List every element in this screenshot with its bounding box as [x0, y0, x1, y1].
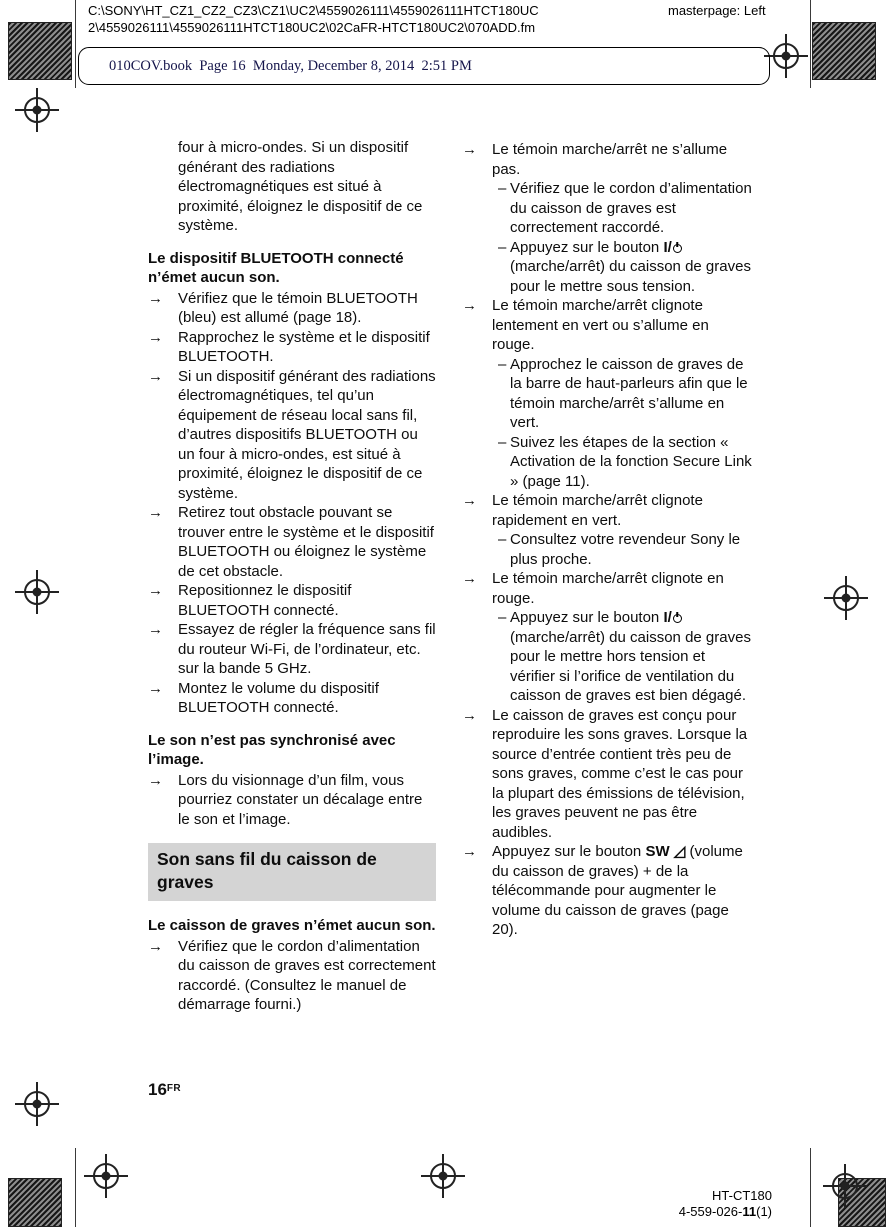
sub-item: [498, 608, 752, 706]
list-item: [148, 367, 436, 504]
column-left: [148, 138, 436, 1015]
arrow-icon: →: [148, 582, 163, 599]
part-number-post: (1): [756, 1204, 772, 1219]
page-region-superscript: FR: [166, 1083, 181, 1094]
arrow-icon: →: [462, 297, 477, 314]
list-item: [462, 706, 752, 843]
list-item: [148, 328, 436, 367]
sub-item-text-pre: Appuyez sur le bouton: [510, 609, 664, 626]
list-item: [148, 289, 436, 328]
list-item: [462, 491, 752, 569]
heading-bluetooth-no-sound: Le dispositif BLUETOOTH connecté n’émet aucun son.: [148, 249, 404, 286]
masterpage-label: masterpage: Left: [668, 3, 766, 18]
registration-mark: [421, 1154, 465, 1198]
column-right: [462, 140, 752, 940]
arrow-icon: →: [462, 492, 477, 509]
crop-mark: [810, 1148, 811, 1227]
dash-bullet: –: [498, 433, 507, 451]
list-item: [148, 503, 436, 581]
registration-mark: [84, 1154, 128, 1198]
arrow-icon: →: [462, 706, 477, 724]
arrow-icon: →: [462, 141, 477, 158]
arrow-icon: →: [148, 289, 163, 307]
item-text: Repositionnez le dispositif BLUETOOTH connecté.: [178, 582, 352, 619]
item-text: Le témoin marche/arrêt clignote lentement en vert ou s’allume en rouge.: [492, 297, 709, 353]
dash-bullet: –: [498, 355, 507, 373]
arrow-icon: →: [148, 621, 163, 638]
hatch-square-top-left: [8, 22, 72, 80]
list-item: [148, 937, 436, 1015]
dash-bullet: –: [498, 180, 507, 197]
sub-item: [498, 530, 752, 569]
item-text: Le caisson de graves est conçu pour reproduire les sons graves. Lorsque la source d’entrée contient très peu de sons graves, comme c’est le cas pour la plupart des émissions de télévision, les graves peuvent ne pas être audibles.: [492, 706, 748, 841]
registration-mark: [764, 34, 808, 78]
item-text: Montez le volume du dispositif BLUETOOTH connecté.: [178, 679, 379, 716]
intro-paragraph: four à micro-ondes. Si un dispositif générant des radiations électromagnétiques est situé à proximité, éloignez le dispositif de ce système.: [178, 139, 423, 234]
item-text: [492, 842, 752, 940]
hatch-square-top-right: [812, 22, 876, 80]
item-text: Le témoin marche/arrêt clignote en rouge.: [492, 570, 724, 607]
sub-item-text-pre: Appuyez sur le bouton: [510, 238, 664, 256]
arrow-icon: →: [462, 843, 477, 860]
sub-item: [498, 433, 752, 492]
arrow-icon: →: [148, 328, 163, 346]
arrow-icon: →: [148, 504, 163, 521]
file-path-line-1: C:\SONY\HT_CZ1_CZ2_CZ3\CZ1\UC2\4559026111\4559026111HTCT180UC: [88, 3, 539, 18]
item-text-pre: Appuyez sur le bouton: [492, 843, 646, 860]
power-button-label: I/: [663, 609, 672, 626]
list-item: [148, 771, 436, 830]
dash-bullet: –: [498, 609, 507, 626]
list-item: [148, 679, 436, 718]
arrow-icon: →: [462, 570, 477, 587]
heading-subwoofer-no-sound: Le caisson de graves n’émet aucun son.: [148, 917, 436, 934]
item-text-post: (volume du caisson de graves) + de la télécommande pour augmenter le volume du caisson de graves (page 20).: [492, 843, 743, 938]
sub-item-text: Vérifiez que le cordon d’alimentation du caisson de graves est correctement raccordé.: [510, 180, 752, 236]
part-number-bold: 11: [742, 1204, 757, 1219]
item-text: Lors du visionnage d’un film, vous pourriez constater un décalage entre le son et l’image.: [178, 771, 423, 828]
list-item: [462, 296, 752, 491]
dash-bullet: –: [498, 238, 507, 256]
sw-volume-button-label: SW ◿: [645, 843, 686, 860]
sub-item-text: Approchez le caisson de graves de la barre de haut-parleurs afin que le témoin marche/arrêt s’allume en vert.: [510, 355, 748, 431]
item-text: Essayez de régler la fréquence sans fil du routeur Wi-Fi, de l’ordinateur, etc. sur la bande 5 GHz.: [178, 621, 436, 677]
crop-mark: [75, 0, 76, 88]
sub-item: [498, 355, 752, 433]
registration-mark: [15, 570, 59, 614]
sub-item: [498, 238, 752, 297]
book-info-text: 010COV.book Page 16 Monday, December 8, 2014 2:51 PM: [109, 57, 472, 74]
part-number: [552, 1204, 772, 1220]
page-number-value: 16: [148, 1080, 167, 1099]
registration-mark: [15, 88, 59, 132]
item-text: Le témoin marche/arrêt ne s’allume pas.: [492, 141, 728, 178]
hatch-square-bottom-left: [8, 1178, 62, 1227]
section-header-wireless-subwoofer: Son sans fil du caisson de graves: [148, 843, 436, 901]
list-item: [148, 581, 436, 620]
page-number: [148, 1080, 181, 1100]
item-body: [492, 296, 752, 491]
sub-item: [498, 179, 752, 238]
part-number-pre: 4-559-026-: [678, 1204, 743, 1219]
sub-item-text: Consultez votre revendeur Sony le plus proche.: [510, 531, 741, 568]
crop-mark: [75, 1148, 76, 1227]
sub-item-text-post: (marche/arrêt) du caisson de graves pour le mettre hors tension et vérifier si l’orifice de ventilation du caisson de graves est bien dégagé.: [510, 628, 751, 704]
list-item: [462, 842, 752, 940]
arrow-icon: →: [148, 937, 163, 955]
arrow-icon: →: [148, 679, 163, 697]
item-body: [492, 569, 752, 706]
item-text: Vérifiez que le cordon d’alimentation du caisson de graves est correctement raccordé. (Consultez le manuel de démarrage fourni.): [178, 937, 436, 1013]
sub-item-text: [510, 238, 752, 297]
item-text: Rapprochez le système et le dispositif BLUETOOTH.: [178, 328, 430, 365]
item-text: Le témoin marche/arrêt clignote rapidement en vert.: [492, 492, 703, 529]
item-text: Vérifiez que le témoin BLUETOOTH (bleu) est allumé (page 18).: [178, 289, 418, 326]
item-text: Retirez tout obstacle pouvant se trouver entre le système et le dispositif BLUETOOTH ou éloignez le système de cet obstacle.: [178, 504, 434, 580]
arrow-icon: →: [148, 771, 163, 789]
footer-part-info: [552, 1188, 772, 1220]
model-number: HT-CT180: [712, 1188, 772, 1203]
crop-mark: [810, 0, 811, 88]
list-item: [148, 620, 436, 679]
dash-bullet: –: [498, 531, 507, 548]
file-path-line-2: 2\4559026111\4559026111HTCT180UC2\02CaFR-HTCT180UC2\070ADD.fm: [88, 20, 536, 35]
heading-sound-not-synced: Le son n’est pas synchronisé avec l’image.: [148, 731, 396, 768]
arrow-icon: →: [148, 367, 163, 385]
list-item: [462, 140, 752, 296]
power-button-label: I/: [663, 238, 672, 256]
item-body: [492, 140, 752, 296]
sub-item-text: Suivez les étapes de la section « Activation de la fonction Secure Link » (page 11).: [510, 433, 752, 490]
registration-mark: [15, 1082, 59, 1126]
power-icon: [673, 614, 682, 623]
power-icon: [673, 244, 682, 253]
registration-mark: [824, 576, 868, 620]
item-text: Si un dispositif générant des radiations électromagnétiques, tel qu’un équipement de réseau local sans fil, d’autres dispositifs BLUETOOTH ou un four à micro-ondes, est situé à proximité, éloignez le dispositif de ce système.: [178, 367, 436, 502]
sub-item-text: [510, 608, 752, 706]
registration-mark: [823, 1164, 867, 1208]
list-item: [462, 569, 752, 706]
sub-item-text-post: (marche/arrêt) du caisson de graves pour le mettre sous tension.: [510, 258, 751, 295]
item-body: [492, 491, 752, 569]
book-info-box: [78, 47, 770, 85]
